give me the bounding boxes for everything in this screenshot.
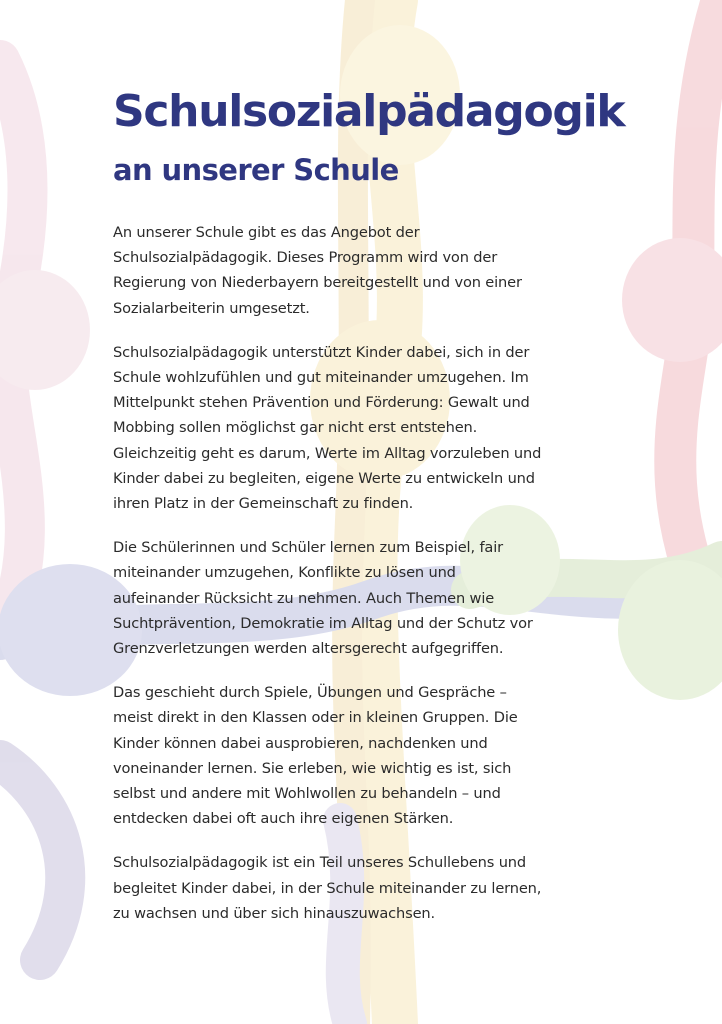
text-line: voneinander lernen. Sie erleben, wie wichtig es ist, sich [113, 759, 512, 777]
text-line: selbst und andere mit Wohlwollen zu behandeln – und [113, 785, 501, 803]
text-line: entdecken dabei oft auch ihre eigenen Stärken. [113, 810, 454, 828]
text-line: Suchtprävention, Demokratie im Alltag und der Schutz vor [113, 614, 533, 632]
text-line: Schulsozialpädagogik ist ein Teil unseres Schullebens und [113, 854, 527, 872]
text-line: Kinder dabei zu begleiten, eigene Werte zu entwickeln und [113, 469, 535, 487]
text-line: Schule wohlzufühlen und gut miteinander umzugehen. Im [113, 369, 529, 387]
text-line: Das geschieht durch Spiele, Übungen und Gespräche – [113, 684, 507, 702]
text-line: Sozialarbeiterin umgesetzt. [113, 299, 310, 317]
text-line: meist direkt in den Klassen oder in kleinen Gruppen. Die [113, 709, 518, 727]
text-line: Regierung von Niederbayern bereitgestellt und von einer [113, 274, 522, 292]
text-line: zu wachsen und über sich hinauszuwachsen. [113, 904, 436, 922]
knot-pink-left [0, 270, 90, 390]
paragraph-goals [113, 340, 613, 516]
text-line: ihren Platz in der Gemeinschaft zu finden. [113, 495, 414, 513]
text-line: begleitet Kinder dabei, in der Schule miteinander zu lernen, [113, 879, 542, 897]
page-subtitle: an unserer Schule [113, 153, 399, 187]
text-line: Die Schülerinnen und Schüler lernen zum Beispiel, fair [113, 539, 503, 557]
rope-purple-strand [0, 760, 65, 960]
body-text [113, 220, 613, 926]
text-line: Grenzverletzungen werden altersgerecht aufgegriffen. [113, 640, 504, 658]
paragraph-offer [113, 220, 613, 321]
text-line: Kinder können dabei ausprobieren, nachdenken und [113, 734, 488, 752]
text-line: Gleichzeitig geht es darum, Werte im Alltag vorzuleben und [113, 444, 542, 462]
knot-red-right [622, 238, 722, 362]
text-line: Mittelpunkt stehen Prävention und Förderung: Gewalt und [113, 394, 530, 412]
text-line: miteinander umzugehen, Konflikte zu lösen und [113, 564, 456, 582]
text-line: Schulsozialpädagogik. Dieses Programm wird von der [113, 249, 498, 267]
text-line: Schulsozialpädagogik unterstützt Kinder dabei, sich in der [113, 343, 530, 361]
paragraph-summary [113, 850, 613, 926]
page-title: Schulsozialpädagogik [113, 86, 625, 137]
text-line: Mobbing sollen möglichst gar nicht erst entstehen. [113, 419, 478, 437]
page-content [113, 82, 625, 945]
paragraph-topics [113, 535, 613, 661]
text-line: An unserer Schule gibt es das Angebot der [113, 224, 420, 241]
paragraph-methods [113, 680, 613, 831]
text-line: aufeinander Rücksicht zu nehmen. Auch Themen wie [113, 589, 495, 607]
